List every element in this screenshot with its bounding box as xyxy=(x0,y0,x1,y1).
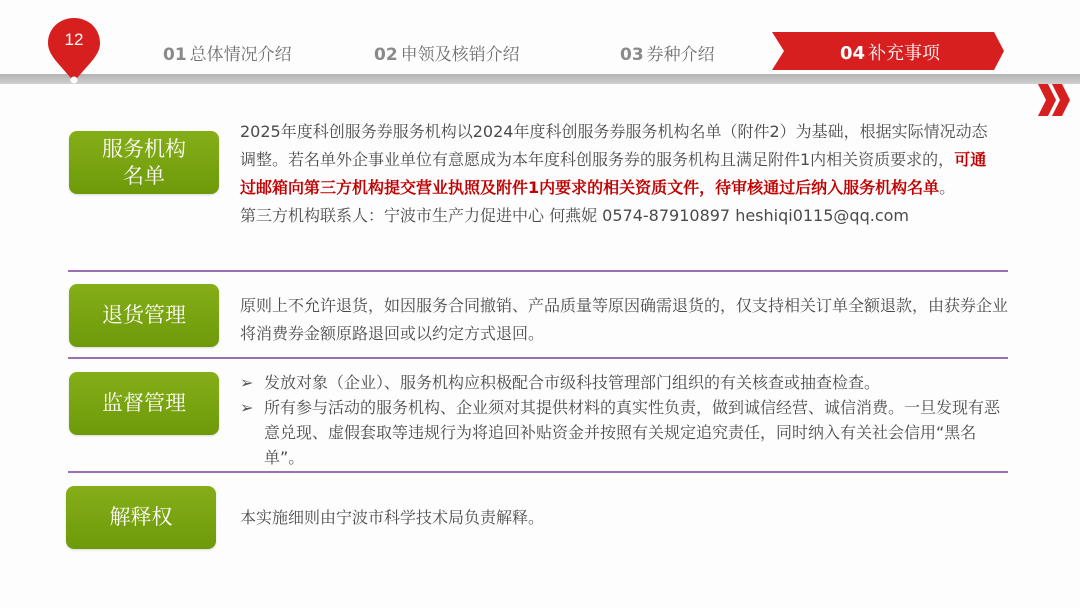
tab-number: 03 xyxy=(620,45,644,65)
tab-voucher-types[interactable] xyxy=(620,40,715,65)
contact-info: 第三方机构联系人：宁波市生产力促进中心 何燕妮 0574-87910897 heshiqi0115@qq.com xyxy=(240,206,909,225)
label-line: 名单 xyxy=(123,163,165,188)
label-text: 退货管理 xyxy=(102,303,186,327)
bullet-arrow-icon: ➢ xyxy=(240,373,254,392)
section-label-interpretation xyxy=(66,486,216,549)
tab-overview[interactable] xyxy=(163,40,292,65)
page-number: 12 xyxy=(64,30,84,49)
tab-number: 02 xyxy=(374,45,398,65)
tab-number: 01 xyxy=(163,45,187,65)
service-list-highlight: 可通过邮箱向第三方机构提交营业执照及附件1内要求的相关资质文件，待审核通过后纳入服务机构名单 xyxy=(240,150,987,197)
label-line: 服务机构 xyxy=(102,136,186,161)
tab-claim-redeem[interactable] xyxy=(374,40,520,65)
bullet-item xyxy=(240,395,1000,470)
section-label-service-list xyxy=(69,131,219,194)
supervision-text xyxy=(240,370,1000,470)
tab-label: 券种介绍 xyxy=(646,45,715,65)
tab-supplementary[interactable] xyxy=(840,39,940,65)
section-label-returns xyxy=(69,284,219,347)
tab-label: 申领及核销介绍 xyxy=(400,45,520,65)
double-chevron-icon xyxy=(1036,82,1072,118)
interpretation-text: 本实施细则由宁波市科学技术局负责解释。 xyxy=(240,508,545,527)
section-divider xyxy=(68,357,1008,359)
bullet-text: 所有参与活动的服务机构、企业须对其提供材料的真实性负责，做到诚信经营、诚信消费。一旦发现有恶意兑现、虚假套取等违规行为将追回补贴资金并按照有关规定追究责任，同时纳入有关社会信用“黑名单”。 xyxy=(264,398,1001,467)
tab-number: 04 xyxy=(840,43,866,64)
section-divider xyxy=(68,270,1008,272)
service-list-end: 。 xyxy=(939,178,956,197)
section-divider xyxy=(68,471,1008,473)
header-rule xyxy=(0,74,1080,84)
tab-label: 补充事项 xyxy=(868,43,941,64)
bullet-text: 发放对象（企业）、服务机构应积极配合市级科技管理部门组织的有关核查或抽查检查。 xyxy=(264,373,881,392)
service-list-text xyxy=(240,118,1000,230)
label-text: 监督管理 xyxy=(102,391,186,415)
label-text: 解释权 xyxy=(109,505,173,529)
bullet-item xyxy=(240,370,1000,395)
section-label-supervision xyxy=(69,372,219,435)
returns-text: 原则上不允许退货，如因服务合同撤销、产品质量等原因确需退货的，仅支持相关订单全额退款，由获券企业将消费券金额原路退回或以约定方式退回。 xyxy=(240,296,1009,343)
tab-label: 总体情况介绍 xyxy=(189,45,292,65)
bullet-arrow-icon: ➢ xyxy=(240,398,254,417)
service-list-body: 2025年度科创服务券服务机构以2024年度科创服务券服务机构名单（附件2）为基础，根据实际情况动态调整。若名单外企事业单位有意愿成为本年度科创服务券的服务机构且满足附件1内相关资质要求的， xyxy=(240,122,988,169)
page-number-pin-icon xyxy=(46,16,102,84)
